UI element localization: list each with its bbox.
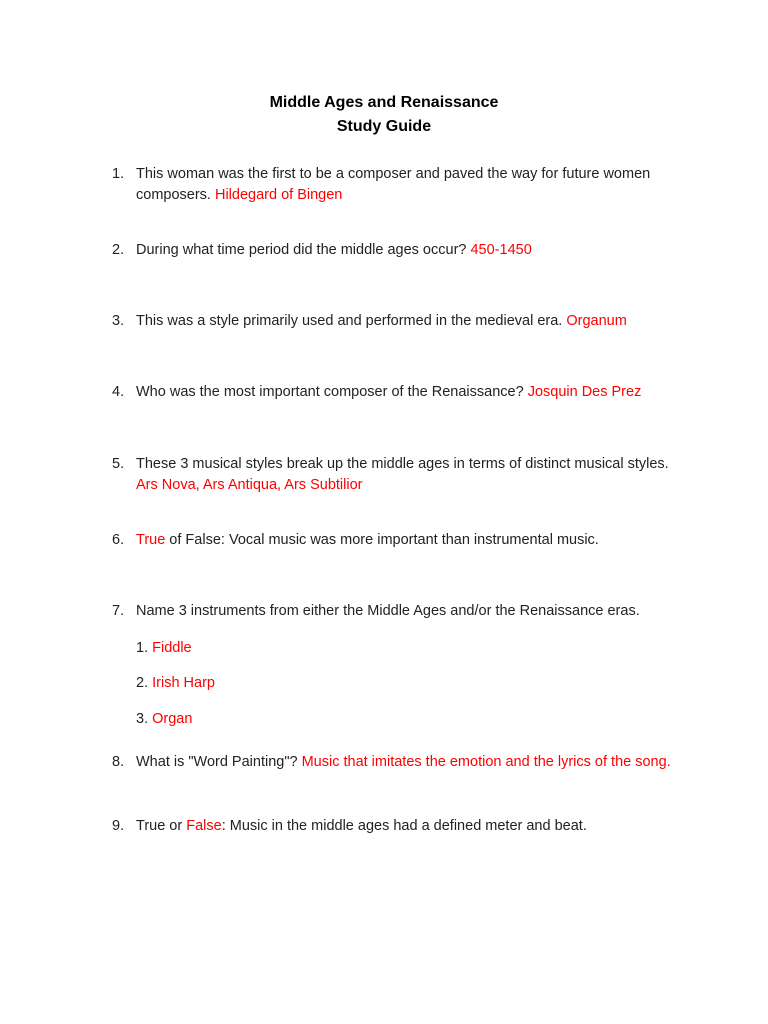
answer-text: Hildegard of Bingen [214, 187, 343, 203]
question-number: 8. [112, 754, 125, 770]
question-number: 9. [112, 818, 125, 834]
instrument-item-3 [136, 709, 192, 730]
instrument-item-2 [136, 673, 215, 694]
question-text: This was a style primarily used and performed in the medieval era. [136, 313, 567, 329]
question-6 [112, 530, 692, 551]
question-text: Name 3 instruments from either the Middle Ages and/or the Renaissance eras. [136, 603, 640, 619]
answer-text: 450-1450 [470, 242, 532, 258]
question-text: What is "Word Painting"? [136, 754, 302, 770]
question-text-prefix: True or [136, 818, 187, 834]
instrument-item-1 [136, 638, 192, 659]
question-number: 3. [112, 313, 125, 329]
question-7 [112, 601, 692, 622]
instrument-number: 3. [136, 711, 153, 727]
question-text: Who was the most important composer of the Renaissance? [136, 384, 528, 400]
question-number: 7. [112, 603, 125, 619]
question-5 [112, 454, 692, 496]
question-number: 2. [112, 242, 125, 258]
question-number: 5. [112, 456, 125, 472]
question-4 [112, 382, 692, 403]
answer-text: Irish Harp [152, 675, 215, 691]
instrument-number: 2. [136, 675, 153, 691]
answer-text: Ars Nova, Ars Antiqua, Ars Subtilior [136, 477, 363, 493]
answer-text: Organ [152, 711, 193, 727]
question-9 [112, 816, 692, 837]
question-text: These 3 musical styles break up the middle ages in terms of distinct musical styles. [136, 456, 669, 472]
question-text: This woman was the first to be a composer and paved the way for future women composers. [136, 166, 651, 203]
question-number: 4. [112, 384, 125, 400]
answer-text: Fiddle [152, 640, 192, 656]
question-3 [112, 311, 692, 332]
answer-text: True [136, 532, 166, 548]
question-1 [112, 164, 692, 206]
answer-text: False [186, 818, 222, 834]
instrument-number: 1. [136, 640, 153, 656]
question-text: During what time period did the middle ages occur? [136, 242, 471, 258]
question-2 [112, 240, 692, 261]
answer-text: Josquin Des Prez [527, 384, 642, 400]
answer-text: Organum [566, 313, 627, 329]
question-text: : Music in the middle ages had a defined meter and beat. [221, 818, 587, 834]
answer-text: Music that imitates the emotion and the lyrics of the song. [301, 754, 671, 770]
document-subtitle: Study Guide [336, 118, 432, 135]
document-title: Middle Ages and Renaissance [269, 94, 499, 111]
question-text: of False: Vocal music was more important than instrumental music. [165, 532, 599, 548]
question-number: 1. [112, 166, 125, 182]
question-8 [112, 744, 672, 780]
question-number: 6. [112, 532, 125, 548]
